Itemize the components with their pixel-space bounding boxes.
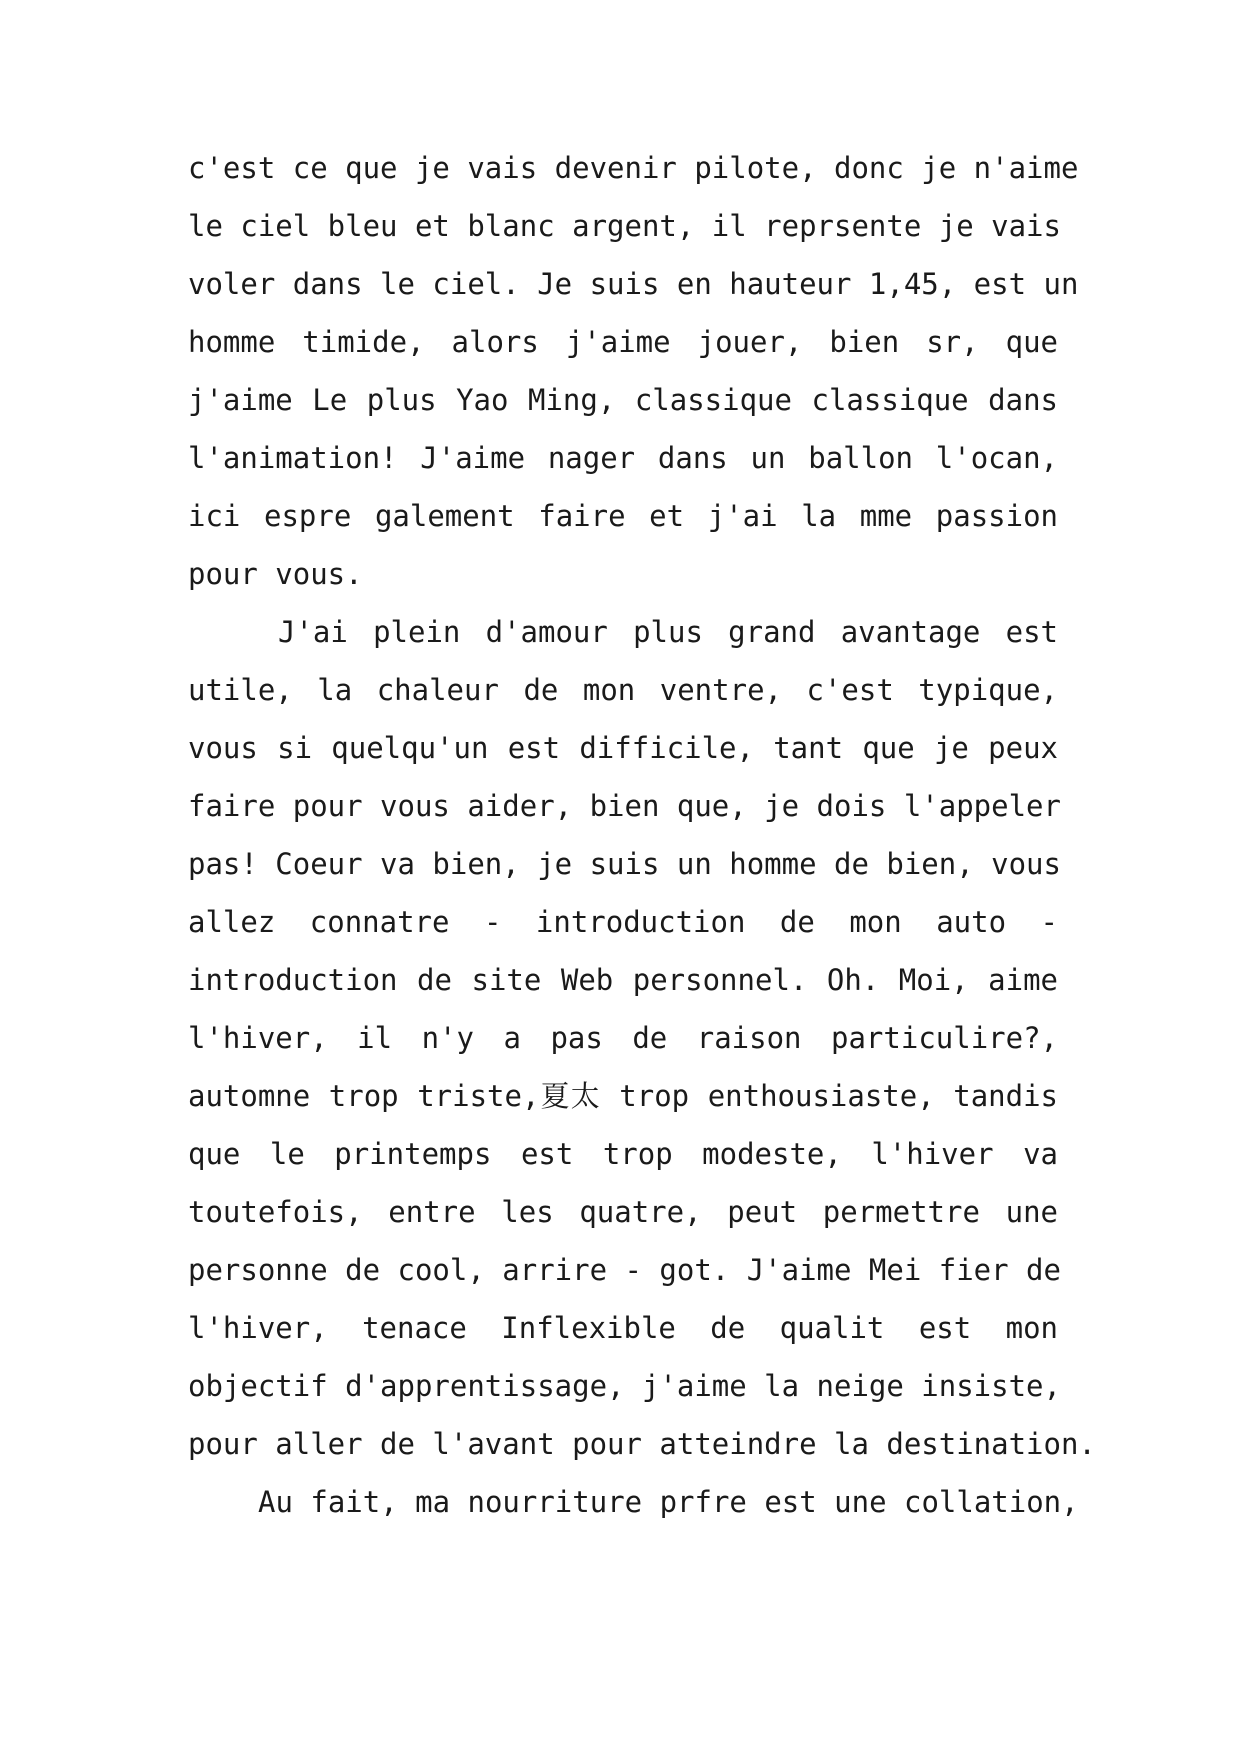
text-line: l'hiver, tenace Inflexible de qualit est mon: [188, 1311, 1058, 1345]
text-line: personne de cool, arrire - got. J'aime Mei fier de: [188, 1253, 1061, 1287]
paragraph-1: [188, 139, 1079, 603]
document-body: [188, 139, 1096, 1531]
text-line: voler dans le ciel. Je suis en hauteur 1,45, est un: [188, 267, 1079, 301]
text-line: que le printemps est trop modeste, l'hiver va: [188, 1137, 1058, 1171]
text-line: J'ai plein d'amour plus grand avantage est: [278, 615, 1058, 649]
text-line: c'est ce que je vais devenir pilote, donc je n'aime: [188, 151, 1079, 185]
text-line: automne trop triste,夏太 trop enthousiaste, tandis: [188, 1079, 1058, 1113]
text-line: allez connatre - introduction de mon auto -: [188, 905, 1058, 939]
text-line: j'aime Le plus Yao Ming, classique classique dans: [188, 383, 1058, 417]
text-line: toutefois, entre les quatre, peut permettre une: [188, 1195, 1058, 1229]
paragraph-2: [188, 603, 1096, 1473]
text-line: utile, la chaleur de mon ventre, c'est typique,: [188, 673, 1058, 707]
text-line: vous si quelqu'un est difficile, tant que je peux: [188, 731, 1058, 765]
text-line: l'animation! J'aime nager dans un ballon l'ocan,: [188, 441, 1058, 475]
text-line: pas! Coeur va bien, je suis un homme de bien, vous: [188, 847, 1061, 881]
text-line: le ciel bleu et blanc argent, il reprsente je vais: [188, 209, 1061, 243]
text-line: homme timide, alors j'aime jouer, bien sr, que: [188, 325, 1058, 359]
text-line: faire pour vous aider, bien que, je dois l'appeler: [188, 789, 1061, 823]
text-line: introduction de site Web personnel. Oh. Moi, aime: [188, 963, 1058, 997]
paragraph-3: [188, 1473, 1079, 1531]
text-line: pour aller de l'avant pour atteindre la destination.: [188, 1427, 1096, 1461]
text-line: pour vous.: [188, 557, 363, 591]
text-line: objectif d'apprentissage, j'aime la neige insiste,: [188, 1369, 1061, 1403]
text-line: Au fait, ma nourriture prfre est une collation,: [258, 1485, 1079, 1519]
text-line: ici espre galement faire et j'ai la mme passion: [188, 499, 1058, 533]
text-line: l'hiver, il n'y a pas de raison particulire?,: [188, 1021, 1058, 1055]
